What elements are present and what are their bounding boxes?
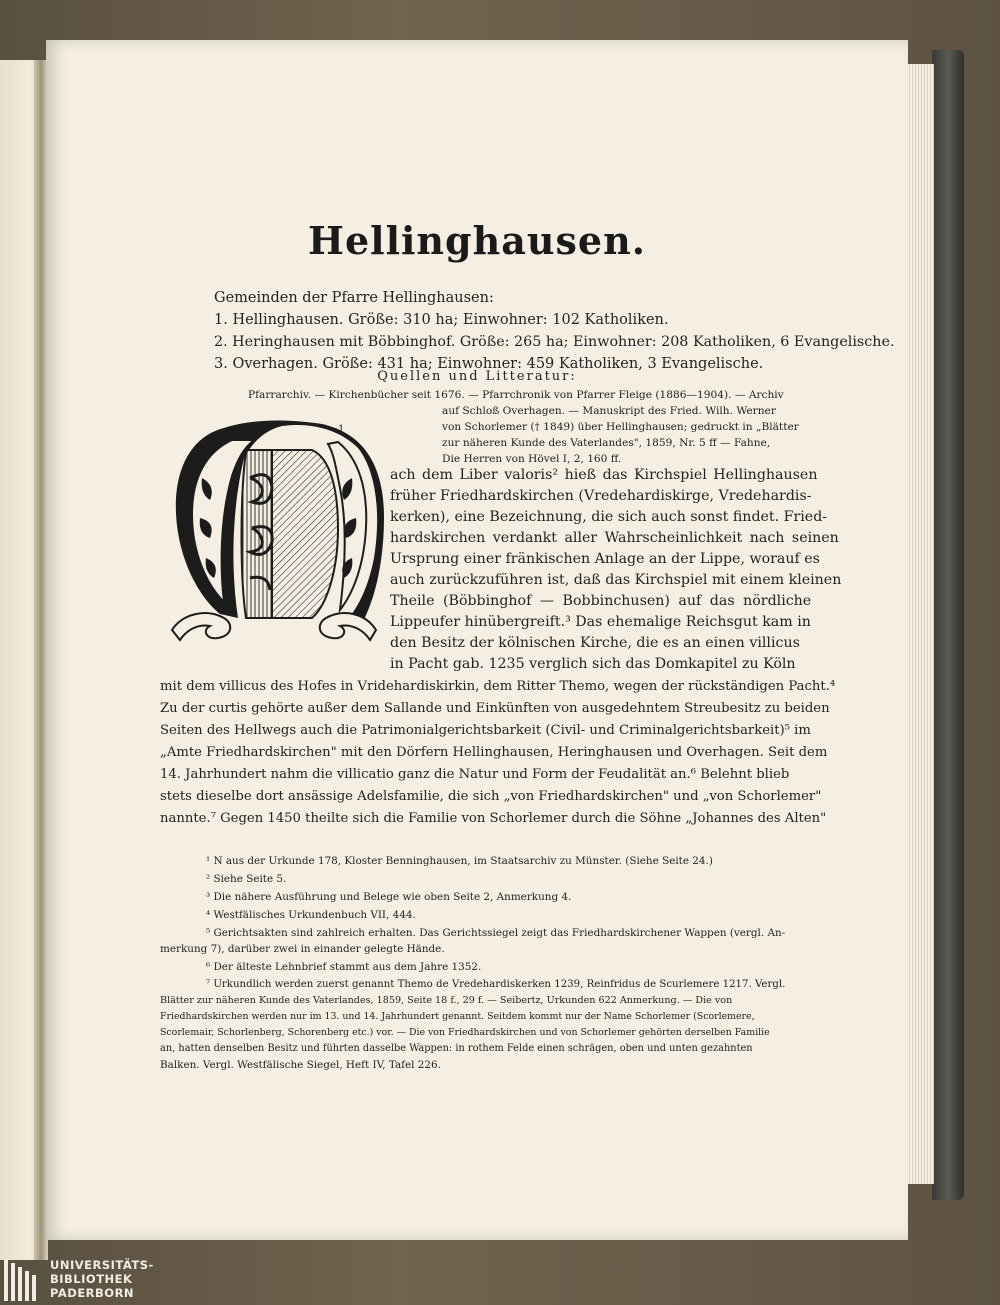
sources-line-5: Die Herren von Hövel I, 2, 160 ff. bbox=[442, 453, 622, 465]
parish-line-1: 1. Hellinghausen. Größe: 310 ha; Einwohner: 102 Katholiken. bbox=[214, 312, 669, 328]
body-line-narrow-2: früher Friedhardskirchen (Vredehardiskirge, Vredehardis- bbox=[390, 488, 812, 504]
footnote-5: ⁵ Gerichtsakten sind zahlreich erhalten. Das Gerichtssiegel zeigt das Friedhardskirchener Wappen (vergl. An- bbox=[206, 927, 786, 939]
decorated-initial-n bbox=[162, 418, 386, 648]
body-line-full-4: „Amte Friedhardskirchen" mit den Dörfern Hellinghausen, Heringhausen und Overhagen. Seit dem bbox=[160, 745, 828, 760]
body-line-narrow-10: in Pacht gab. 1235 verglich sich das Domkapitel zu Köln bbox=[390, 656, 796, 672]
page-edges bbox=[904, 64, 934, 1184]
footnote-7-cont-4: an, hatten denselben Besitz und führten dasselbe Wappen: in rothem Felde einen schrägen, oben und unten gezahnten bbox=[160, 1043, 753, 1054]
body-line-full-7: nannte.⁷ Gegen 1450 theilte sich die Familie von Schorlemer durch die Söhne „Johannes des Alten" bbox=[160, 811, 827, 826]
body-line-narrow-3: kerken), eine Bezeichnung, die sich auch sonst findet. Fried- bbox=[390, 509, 828, 525]
footnote-7-cont-3: Scorlemair, Schorlenberg, Schorenberg etc.) vor. — Die von Friedhardskirchen und von Schorlemer gehörten derselben Familie bbox=[160, 1027, 770, 1038]
parish-line-2: 2. Heringhausen mit Böbbinghof. Größe: 265 ha; Einwohner: 208 Katholiken, 6 Evangelische. bbox=[214, 334, 895, 350]
book-cover-edge bbox=[932, 50, 964, 1200]
body-line-narrow-8: Lippeufer hinübergreift.³ Das ehemalige Reichsgut kam in bbox=[390, 614, 811, 630]
sources-line-1: Pfarrarchiv. — Kirchenbücher seit 1676. — Pfarrchronik von Pfarrer Fleige (1886—1904). — Archiv bbox=[248, 389, 784, 401]
footnote-2: ² Siehe Seite 5. bbox=[206, 873, 287, 885]
footnote-7-cont-5: Balken. Vergl. Westfälische Siegel, Heft IV, Tafel 226. bbox=[160, 1059, 441, 1071]
sources-heading: Quellen und Litteratur: bbox=[377, 369, 577, 384]
body-line-narrow-9: den Besitz der kölnischen Kirche, die es an einen villicus bbox=[390, 635, 800, 651]
footnote-7: ⁷ Urkundlich werden zuerst genannt Themo de Vredehardiskerken 1239, Reinfridus de Scurlemere 1217. Vergl. bbox=[206, 979, 786, 990]
body-line-full-3: Seiten des Hellwegs auch die Patrimonialgerichtsbarkeit (Civil- und Criminalgerichtsbarkeit)⁵ im bbox=[160, 723, 811, 738]
parish-heading: Gemeinden der Pfarre Hellinghausen: bbox=[214, 290, 494, 306]
footnote-5-cont: merkung 7), darüber zwei in einander gelegte Hände. bbox=[160, 943, 445, 955]
library-logo-text bbox=[50, 1258, 154, 1300]
page-content bbox=[46, 40, 908, 1240]
sources-line-4: zur näheren Kunde des Vaterlandes", 1859, Nr. 5 ff — Fahne, bbox=[442, 437, 771, 449]
footnote-4: ⁴ Westfälisches Urkundenbuch VII, 444. bbox=[206, 909, 416, 921]
body-line-full-5: 14. Jahrhundert nahm die villicatio ganz die Natur und Form der Feudalität an.⁶ Belehnt blieb bbox=[160, 767, 790, 782]
footnote-7-cont-2: Friedhardskirchen werden nur im 13. und 14. Jahrhundert genannt. Seitdem kommt nur der Name Schorlemer (Scorlemere, bbox=[160, 1011, 755, 1022]
sources-line-2: auf Schloß Overhagen. — Manuskript des Fried. Wilh. Werner bbox=[442, 405, 776, 417]
body-line-full-1: mit dem villicus des Hofes in Vridehardiskirkin, dem Ritter Themo, wegen der rückständigen Pacht.⁴ bbox=[160, 679, 836, 694]
library-logo-icon bbox=[4, 1259, 40, 1301]
footnote-1: ¹ N aus der Urkunde 178, Kloster Benninghausen, im Staatsarchiv zu Münster. (Siehe Seite 24.) bbox=[206, 855, 713, 867]
body-line-narrow-5: Ursprung einer fränkischen Anlage an der Lippe, worauf es bbox=[390, 551, 820, 567]
sources-line-3: von Schorlemer († 1849) über Hellinghausen; gedruckt in „Blätter bbox=[442, 421, 799, 433]
initial-footnote-mark: 1 bbox=[338, 424, 345, 435]
library-logo bbox=[0, 1255, 200, 1305]
footnote-3: ³ Die nähere Ausführung und Belege wie oben Seite 2, Anmerkung 4. bbox=[206, 891, 572, 903]
logo-line-2: BIBLIOTHEK bbox=[50, 1272, 133, 1286]
body-line-full-6: stets dieselbe dort ansässige Adelsfamilie, die sich „von Friedhardskirchen" und „von Schorlemer" bbox=[160, 789, 822, 804]
logo-line-3: PADERBORN bbox=[50, 1286, 135, 1300]
body-line-narrow-6: auch zurückzuführen ist, daß das Kirchspiel mit einem kleinen bbox=[390, 572, 842, 588]
parish-line-3: 3. Overhagen. Größe: 431 ha; Einwohner: 459 Katholiken, 3 Evangelische. bbox=[214, 356, 764, 372]
body-line-narrow-1: ach dem Liber valoris² hieß das Kirchspiel Hellinghausen bbox=[390, 467, 818, 483]
footnote-7-cont-1: Blätter zur näheren Kunde des Vaterlandes, 1859, Seite 18 f., 29 f. — Seibertz, Urkunden 622 Anmerkung. — Die von bbox=[160, 995, 733, 1006]
body-line-full-2: Zu der curtis gehörte außer dem Sallande und Einkünften von ausgedehntem Streubesitz zu beiden bbox=[160, 701, 830, 716]
logo-line-1: UNIVERSITÄTS- bbox=[50, 1258, 154, 1272]
page-title: Hellinghausen. bbox=[308, 218, 646, 263]
body-line-narrow-7: Theile (Böbbinghof — Bobbinchusen) auf das nördliche bbox=[390, 593, 812, 609]
footnote-6: ⁶ Der älteste Lehnbrief stammt aus dem Jahre 1352. bbox=[206, 961, 482, 973]
body-line-narrow-4: hardskirchen verdankt aller Wahrscheinlichkeit nach seinen bbox=[390, 530, 839, 546]
